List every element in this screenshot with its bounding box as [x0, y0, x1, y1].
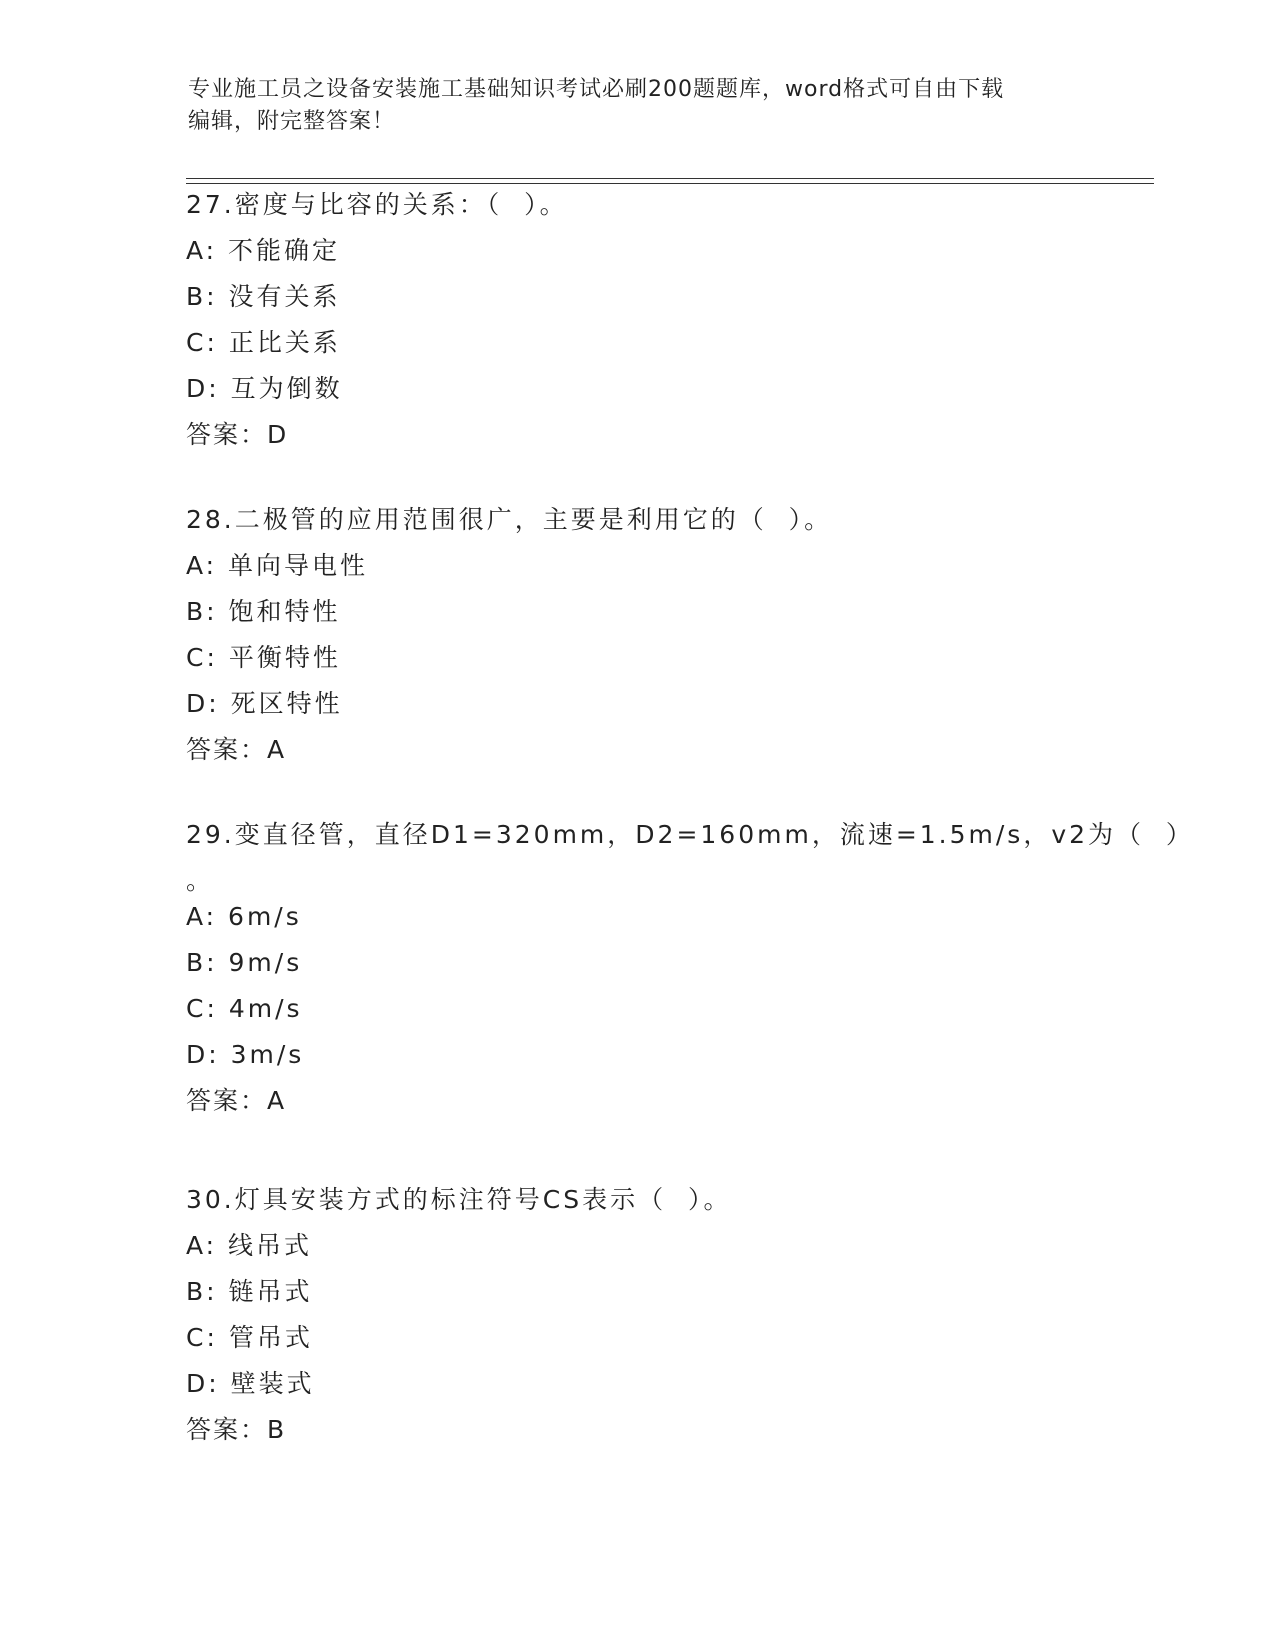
header-line-2: 编辑，附完整答案！: [188, 109, 396, 134]
document-header: [188, 74, 1088, 138]
question-title: 27.密度与比容的关系：（ ）。: [186, 190, 568, 219]
header-divider-top: [186, 178, 1154, 179]
option-a: A: 单向导电性: [186, 551, 369, 580]
answer-label: 答案：A: [186, 1086, 287, 1115]
option-c: C: 4m/s: [186, 994, 303, 1023]
answer-label: 答案：D: [186, 420, 289, 449]
question-29: [186, 820, 1194, 1132]
option-c: C: 管吊式: [186, 1323, 313, 1352]
option-d: D: 死区特性: [186, 689, 343, 718]
option-d: D: 3m/s: [186, 1040, 305, 1069]
question-28: [186, 505, 1086, 781]
question-title: 29.变直径管，直径D1=320mm，D2=160mm，流速=1.5m/s，v2为（ ）: [186, 820, 1194, 849]
question-27: [186, 190, 1086, 466]
answer-label: 答案：A: [186, 735, 287, 764]
header-line-1: 专业施工员之设备安装施工基础知识考试必刷200题题库，word格式可自由下载: [188, 77, 1005, 102]
question-title: 30.灯具安装方式的标注符号CS表示（ ）。: [186, 1185, 732, 1214]
option-a: A: 不能确定: [186, 236, 341, 265]
answer-label: 答案：B: [186, 1415, 287, 1444]
question-30: [186, 1185, 1086, 1461]
question-title-continuation: 。: [186, 866, 215, 895]
option-b: B: 链吊式: [186, 1277, 313, 1306]
question-title: 28.二极管的应用范围很广，主要是利用它的（ ）。: [186, 505, 833, 534]
option-c: C: 平衡特性: [186, 643, 341, 672]
header-divider-bottom: [186, 183, 1154, 184]
option-a: A: 线吊式: [186, 1231, 313, 1260]
option-b: B: 饱和特性: [186, 597, 341, 626]
option-a: A: 6m/s: [186, 902, 302, 931]
option-b: B: 没有关系: [186, 282, 341, 311]
option-d: D: 互为倒数: [186, 374, 343, 403]
option-d: D: 壁装式: [186, 1369, 315, 1398]
option-b: B: 9m/s: [186, 948, 303, 977]
option-c: C: 正比关系: [186, 328, 341, 357]
